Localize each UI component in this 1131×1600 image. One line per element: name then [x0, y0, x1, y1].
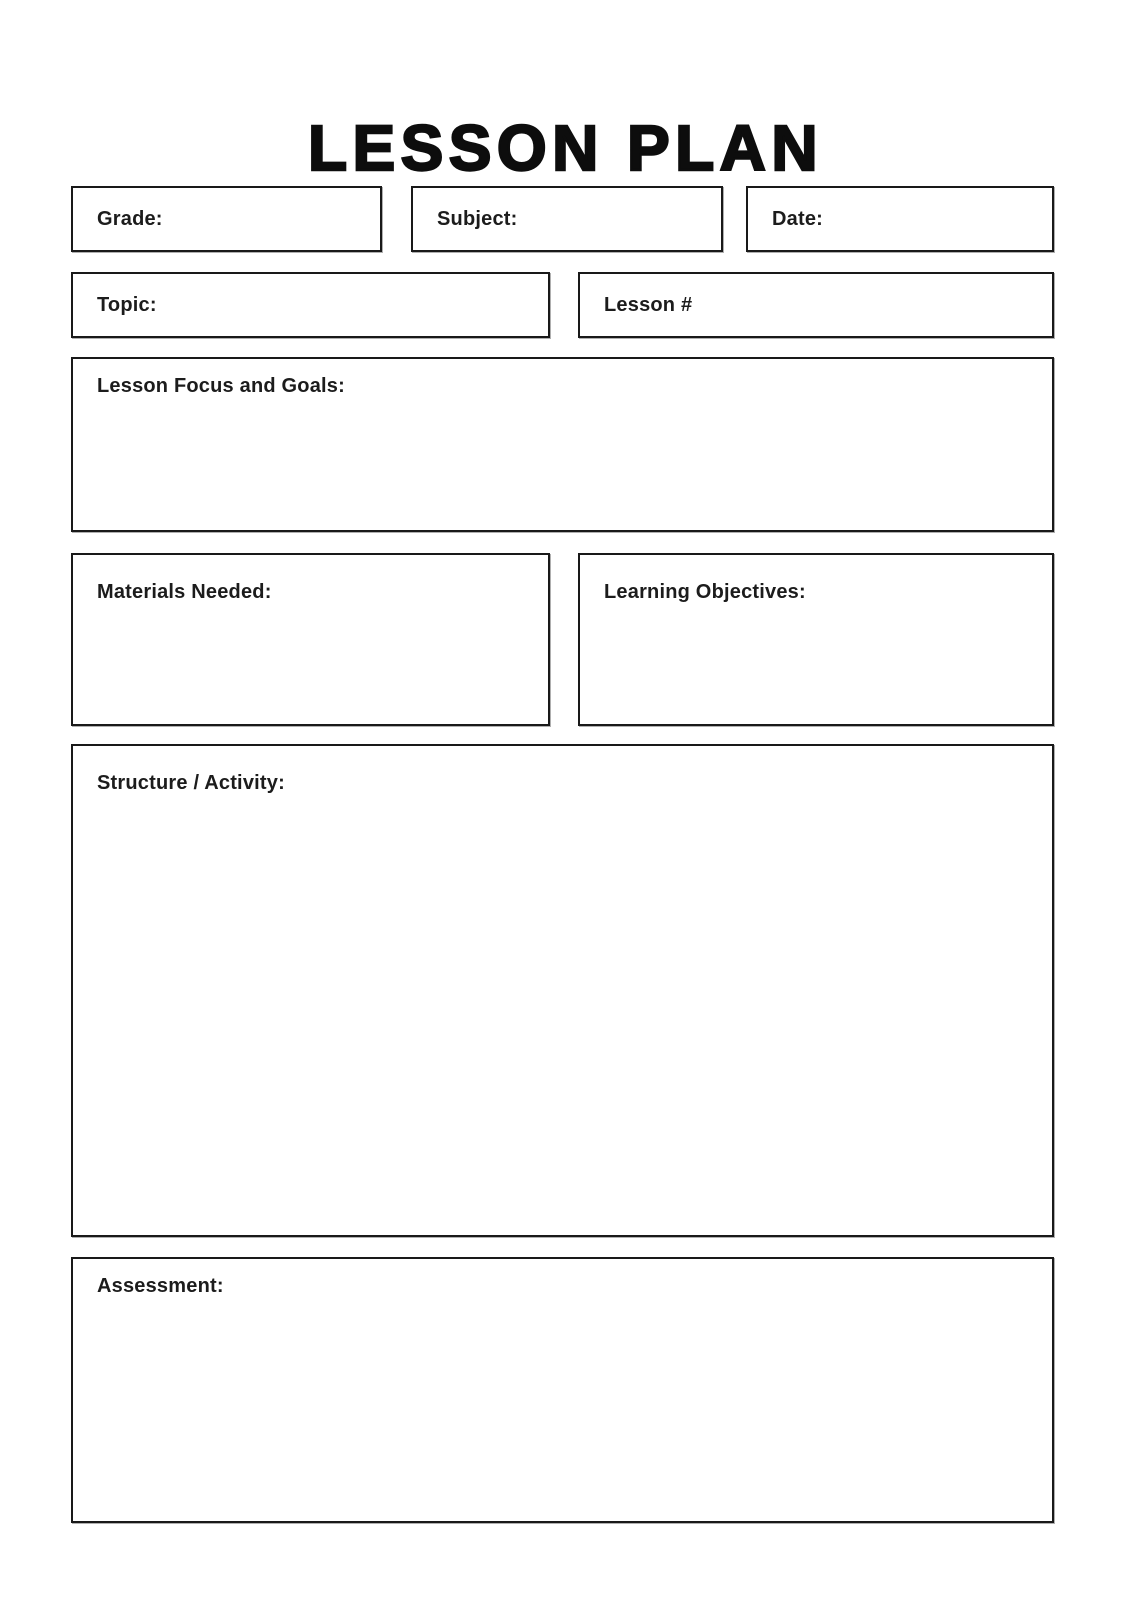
subject-label: Subject:	[437, 207, 518, 230]
grade-field[interactable]	[71, 186, 382, 252]
topic-field[interactable]	[71, 272, 550, 338]
date-field[interactable]	[746, 186, 1054, 252]
lesson-number-field[interactable]	[578, 272, 1054, 338]
page-title: LESSON PLAN	[308, 111, 823, 184]
grade-label: Grade:	[97, 207, 163, 230]
lesson-focus-label: Lesson Focus and Goals:	[97, 375, 345, 397]
learning-objectives-label: Learning Objectives:	[604, 581, 806, 603]
structure-activity-label: Structure / Activity:	[97, 772, 285, 794]
topic-label: Topic:	[97, 293, 157, 316]
lesson-number-label: Lesson #	[604, 293, 693, 316]
date-label: Date:	[772, 207, 824, 230]
materials-needed-field[interactable]	[71, 553, 550, 726]
materials-needed-label: Materials Needed:	[97, 581, 272, 603]
assessment-label: Assessment:	[97, 1275, 224, 1297]
learning-objectives-field[interactable]	[578, 553, 1054, 726]
subject-field[interactable]	[411, 186, 723, 252]
assessment-field[interactable]	[71, 1257, 1054, 1523]
structure-activity-field[interactable]	[71, 744, 1054, 1237]
lesson-focus-field[interactable]	[71, 357, 1054, 532]
